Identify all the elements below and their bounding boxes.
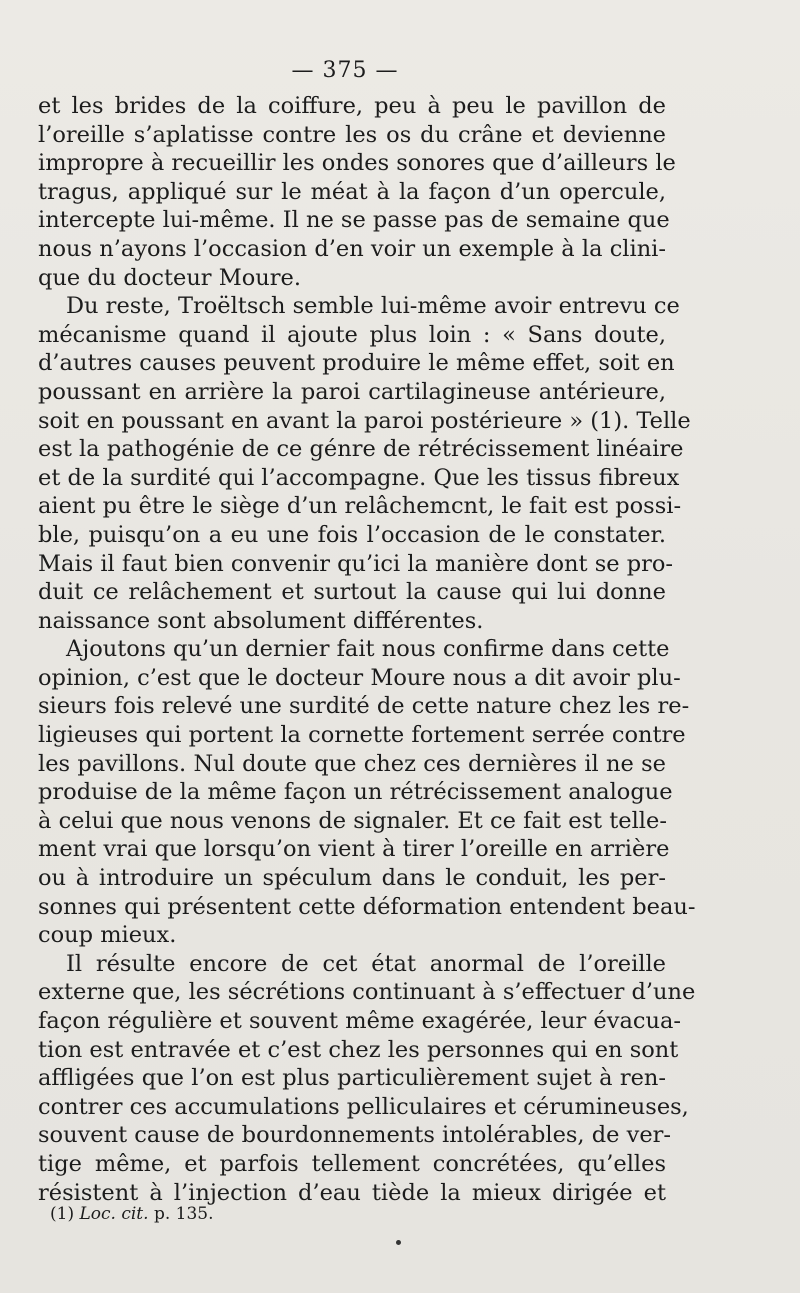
text-line: que du docteur Moure. — [38, 264, 302, 291]
text-line: Mais il faut bien convenir qu’ici la manière dont se pro- — [38, 550, 674, 577]
text-line: tion est entravée et c’est chez les personnes qui en sont — [38, 1036, 679, 1063]
paragraph — [38, 292, 691, 635]
text-line: Ajoutons qu’un dernier fait nous confirme dans cette — [66, 636, 670, 663]
text-line: tige même, et parfois tellement concrétées, qu’elles — [38, 1150, 666, 1177]
page-number: — 375 — — [291, 58, 399, 83]
text-line: ble, puisqu’on a eu une fois l’occasion de le constater. — [38, 521, 666, 548]
text-line: d’autres causes peuvent produire le même effet, soit en — [38, 350, 675, 377]
text-line: est la pathogénie de ce génre de rétrécissement linéaire — [38, 436, 684, 463]
text-line: aient pu être le siège d’un relâchemcnt, le fait est possi- — [38, 493, 682, 520]
text-line: les pavillons. Nul doute que chez ces dernières il ne se — [38, 750, 666, 777]
paragraph — [38, 950, 696, 1207]
text-line: opinion, c’est que le docteur Moure nous a dit avoir plu- — [38, 664, 681, 691]
text-line: et les brides de la coiffure, peu à peu le pavillon de — [38, 93, 666, 119]
text-line: poussant en arrière la paroi cartilagineuse antérieure, — [38, 378, 666, 405]
text-line: souvent cause de bourdonnements intolérables, de ver- — [38, 1122, 671, 1149]
footnote-citation: Loc. cit. — [79, 1204, 149, 1224]
text-line: l’oreille s’aplatisse contre les os du crâne et devienne — [38, 121, 666, 148]
footnote-page: p. 135. — [153, 1204, 214, 1224]
text-line: ligieuses qui portent la cornette fortement serrée contre — [38, 722, 686, 749]
text-line: mécanisme quand il ajoute plus loin : « Sans doute, — [38, 321, 666, 348]
text-line: sonnes qui présentent cette déformation entendent beau- — [38, 893, 696, 920]
text-line: nous n’ayons l’occasion d’en voir un exemple à la clini- — [38, 235, 666, 262]
footnote-marker: (1) — [50, 1204, 75, 1224]
text-line: produise de la même façon un rétrécissement analogue — [38, 779, 673, 806]
text-line: Du reste, Troëltsch semble lui-même avoir entrevu ce — [66, 293, 680, 320]
text-line: ment vrai que lorsqu’on vient à tirer l’oreille en arrière — [38, 836, 670, 863]
text-line: contrer ces accumulations pelliculaires et cérumineuses, — [38, 1093, 689, 1120]
text-line: ou à introduire un spéculum dans le conduit, les per- — [38, 865, 666, 892]
text-line: duit ce relâchement et surtout la cause qui lui donne — [38, 579, 666, 606]
text-line: tragus, appliqué sur le méat à la façon d’un opercule, — [38, 178, 666, 205]
text-line: impropre à recueillir les ondes sonores que d’ailleurs le — [38, 150, 676, 177]
body-text — [38, 92, 696, 1207]
text-line: affligées que l’on est plus particulièrement sujet à ren- — [38, 1065, 666, 1092]
paragraph — [38, 92, 676, 292]
text-line: à celui que nous venons de signaler. Et ce fait est telle- — [38, 807, 667, 834]
text-line: intercepte lui-même. Il ne se passe pas de semaine que — [38, 207, 670, 234]
text-line: résistent à l’injection d’eau tiède la mieux dirigée et — [38, 1179, 666, 1206]
footnote — [50, 1204, 214, 1224]
text-line: soit en poussant en avant la paroi postérieure » (1). Telle — [38, 407, 691, 434]
text-line: sieurs fois relevé une surdité de cette nature chez les re- — [38, 693, 690, 720]
ink-speck — [396, 1240, 401, 1245]
text-line: coup mieux. — [38, 922, 177, 949]
text-line: façon régulière et souvent même exagérée, leur évacua- — [38, 1008, 681, 1034]
text-line: externe que, les sécrétions continuant à s’effectuer d’une — [38, 979, 696, 1006]
paragraph — [38, 635, 696, 950]
text-line: Il résulte encore de cet état anormal de l’oreille — [66, 950, 666, 977]
text-line: et de la surdité qui l’accompagne. Que les tissus fibreux — [38, 464, 680, 491]
text-line: naissance sont absolument différentes. — [38, 607, 484, 634]
